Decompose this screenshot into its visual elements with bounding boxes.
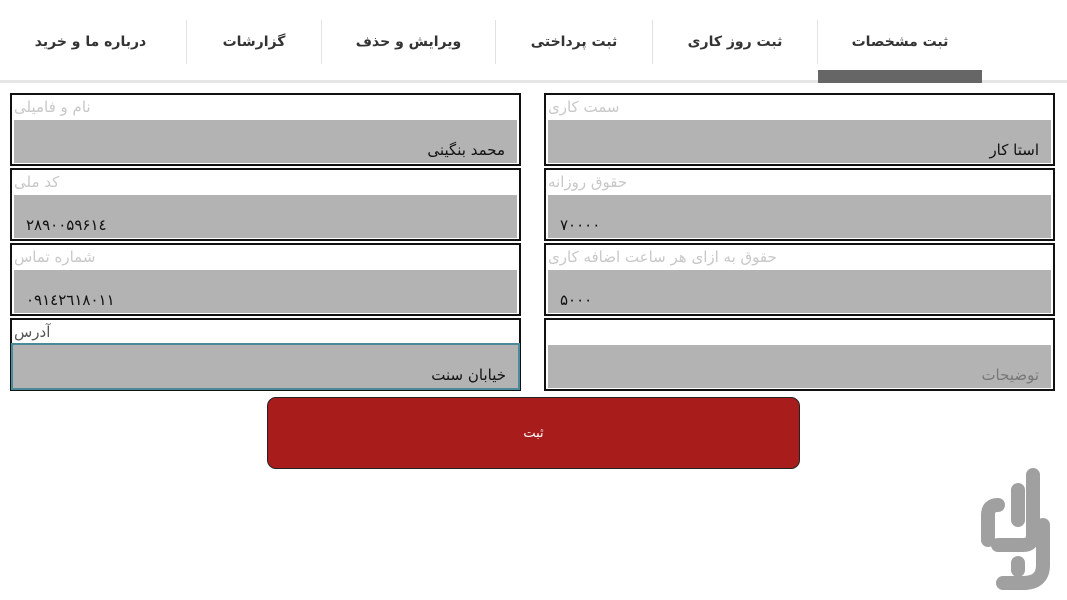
active-tab-indicator (818, 70, 982, 83)
address-input[interactable] (13, 345, 518, 388)
daily-wage-value: ۷۰۰۰۰ (560, 216, 601, 234)
address-label: آدرس (14, 323, 51, 341)
address-value: خیابان سنت (431, 366, 506, 384)
notes-field (544, 318, 1055, 391)
tab-register-details[interactable]: ثبت مشخصات (851, 34, 949, 50)
full-name-field (10, 93, 521, 166)
full-name-input[interactable] (14, 120, 517, 163)
daily-wage-label: حقوق روزانه (548, 173, 628, 191)
daily-wage-input[interactable] (548, 195, 1051, 238)
overtime-wage-value: ۵۰۰۰ (560, 291, 593, 309)
tab-reports[interactable]: گزارشات (222, 34, 286, 50)
full-name-value: محمد بنگینی (427, 141, 505, 159)
phone-input[interactable] (14, 270, 517, 313)
submit-button[interactable]: ثبت (267, 397, 800, 469)
tab-divider (321, 20, 322, 64)
phone-value: ۰۹۱٤۲٦۱۸۰۱۱ (26, 291, 115, 309)
tab-about-purchase[interactable]: درباره ما و خرید (34, 34, 147, 50)
national-code-field (10, 168, 521, 241)
tab-register-workday[interactable]: ثبت روز کاری (687, 34, 783, 50)
phone-field (10, 243, 521, 316)
notes-input[interactable] (548, 345, 1051, 388)
job-title-field (544, 93, 1055, 166)
job-title-label: سمت کاری (548, 98, 620, 116)
tab-edit-delete[interactable]: ویرایش و حذف (355, 34, 462, 50)
notes-placeholder: توضیحات (981, 366, 1039, 384)
overtime-wage-input[interactable] (548, 270, 1051, 313)
tab-divider (186, 20, 187, 64)
tab-divider (495, 20, 496, 64)
address-field (10, 318, 521, 391)
daily-wage-field (544, 168, 1055, 241)
job-title-value: استا کار (989, 141, 1039, 159)
tab-divider (817, 20, 818, 64)
national-code-label: کد ملی (14, 173, 60, 191)
overtime-wage-label: حقوق به ازای هر ساعت اضافه کاری (548, 248, 777, 266)
full-name-label: نام و فامیلی (14, 98, 91, 116)
bazaar-logo-icon (978, 465, 1058, 593)
national-code-value: ۲۸۹۰۰۵۹۶۱٤ (26, 216, 107, 234)
tab-divider (652, 20, 653, 64)
tab-register-payment[interactable]: ثبت پرداختی (530, 34, 618, 50)
phone-label: شماره تماس (14, 248, 96, 266)
tab-bar (0, 0, 1067, 84)
job-title-input[interactable] (548, 120, 1051, 163)
national-code-input[interactable] (14, 195, 517, 238)
overtime-wage-field (544, 243, 1055, 316)
